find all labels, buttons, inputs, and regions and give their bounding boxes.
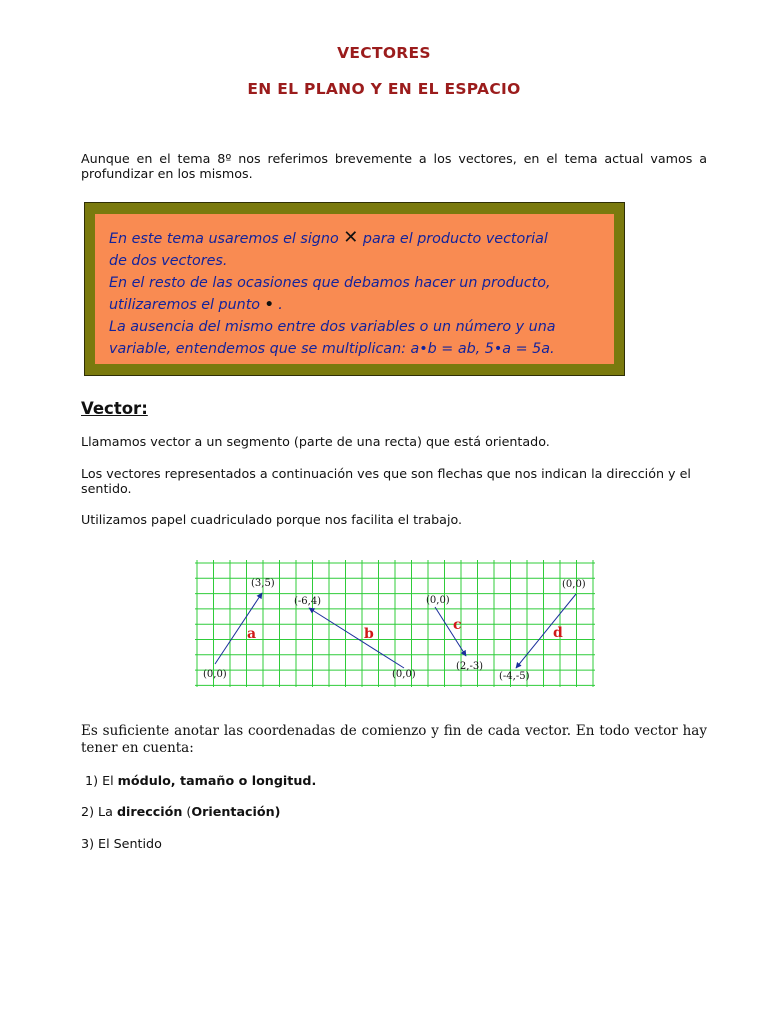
list-item-prefix: 2) La	[81, 804, 117, 819]
list-item-module	[81, 773, 316, 788]
note-line-1	[109, 227, 600, 250]
cross-product-icon: ✕	[343, 227, 359, 248]
vector-b-start-label: (0,0)	[392, 669, 416, 680]
note-text: En este tema usaremos el signo	[109, 231, 344, 247]
vector-c-name: c	[453, 617, 462, 633]
vector-b-name: b	[364, 626, 374, 642]
note-text: para el producto vectorial	[358, 231, 548, 247]
list-item-direction	[81, 804, 280, 819]
coordinates-paragraph: Es suficiente anotar las coordenadas de comienzo y fin de cada vector. En todo vector hay tener en cuenta:	[81, 723, 707, 756]
vector-d-end-label: (-4,-5)	[499, 671, 530, 682]
note-line-5: La ausencia del mismo entre dos variables o un número y una	[109, 319, 556, 335]
vector-a-start-label: (0,0)	[203, 669, 227, 680]
list-item-bold: dirección	[116, 804, 183, 819]
vector-d-start-label: (0,0)	[562, 579, 586, 590]
note-line-4	[109, 294, 600, 316]
dot-product-icon: •	[264, 297, 274, 313]
note-text: .	[273, 297, 283, 313]
list-item-bold: Orientación)	[191, 804, 281, 819]
page-subtitle: EN EL PLANO Y EN EL ESPACIO	[247, 80, 521, 98]
intro-paragraph: Aunque en el tema 8º nos referimos brevemente a los vectores, en el tema actual vamos a profundizar en los mismos.	[81, 151, 707, 181]
arrows-paragraph: Los vectores representados a continuación ves que son flechas que nos indican la dirección y el sentido.	[81, 466, 691, 496]
vector-c-start-label: (0,0)	[426, 595, 450, 606]
list-item-bold: módulo, tamaño o longitud.	[117, 773, 317, 788]
note-text: utilizaremos el punto	[109, 297, 265, 313]
vector-a-name: a	[247, 626, 257, 642]
vector-b-end-label: (-6,4)	[294, 596, 322, 607]
note-box	[84, 202, 625, 376]
list-item-sense: 3) El Sentido	[81, 836, 162, 851]
vector-grid-figure	[195, 560, 595, 687]
vector-d-name: d	[553, 625, 563, 641]
definition-paragraph: Llamamos vector a un segmento (parte de una recta) que está orientado.	[81, 434, 550, 449]
section-heading-vector: Vector:	[81, 399, 148, 418]
vector-c-end-label: (2,-3)	[456, 661, 484, 672]
vector-a-end-label: (3,5)	[251, 578, 275, 589]
grid-paper-paragraph: Utilizamos papel cuadriculado porque nos facilita el trabajo.	[81, 512, 463, 527]
note-line-6: variable, entendemos que se multiplican: a•b = ab, 5•a = 5a.	[109, 341, 555, 357]
note-line-2: de dos vectores.	[109, 253, 228, 269]
note-box-inner	[95, 214, 614, 364]
note-line-3: En el resto de las ocasiones que debamos hacer un producto,	[109, 275, 551, 291]
list-item-prefix: 1) El	[81, 773, 118, 788]
list-item-text: (	[182, 804, 192, 819]
page-title: VECTORES	[337, 44, 431, 62]
